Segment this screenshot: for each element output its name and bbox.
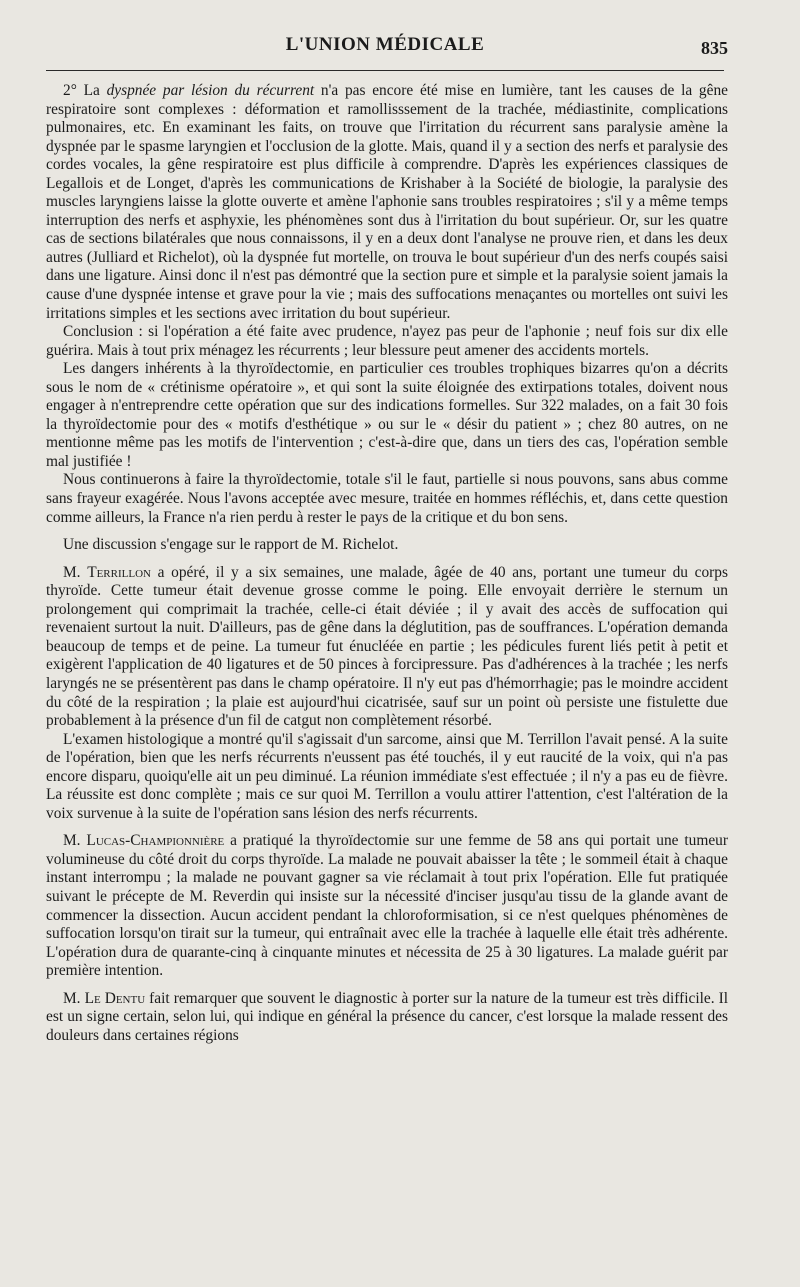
paragraph-text: n'a pas encore été mise en lumière, tant les causes de la gêne respiratoire sont complexes : déformation et ramollisssement de la trachée, médiastinite, complications pulmonaires, etc. En examinant les faits, on trouve que l'irritation du récurrent sans paralysie amène la dyspnée par le spasme laryngien et l'occlusion de la glotte. Mais, quand il y a section des nerfs et paralysie des cordes vocales, la gêne respiratoire est plus difficile à comprendre. D'après les expériences classiques de Legallois et de Longet, d'après les communications de Krishaber à la Société de biologie, la paralysie des muscles laryngiens laisse la glotte ouverte et amène l'aphonie sans troubles respiratoires ; s'il y a même temps interruption des nerfs et asphyxie, les phénomènes sont dus à l'irritation du bout supérieur. Or, sur les quatre cas de sections bilatérales que nous connaissons, il y en a deux dont l'analyse ne prouve rien, et dans les deux autres (Julliard et Richelot), où la dyspnée fut mortelle, on trouva le bout supérieur d'un des nerfs coupés saisi dans une ligature. Ainsi donc il n'est pas démontré que la section pure et simple et la paralysie soient jamais la cause d'une dyspnée intense et grave pour la vie ; mais des suffocations menaçantes ou mortelles ont suivi les irritations simples et les sections avec irritation du bout supérieur. xyxy=(46,82,728,322)
paragraph-text: a pratiqué la thyroïdectomie sur une femme de 58 ans qui portait une tumeur volumineuse du côté droit du corps thyroïde. La malade ne pouvait abaisser la tête ; le sommeil était à chaque instant interrompu ; la malade ne pouvant gagner sa vie réclamait à tout prix l'opération. Elle fut pratiquée suivant le précepte de M. Reverdin qui insiste sur la nécessité d'inciser jusqu'au tissu de la glande avant de commencer la dissection. Aucun accident pendant la chloroformisation, si ce n'est quelques phénomènes de suffocation lorsqu'on tirait sur la tumeur, qui entraînait avec elle la trachée à laquelle elle était très adhérente. L'opération dura de quarante-cinq à cinquante minutes et nécessita de 25 à 30 ligatures. La malade guérit par première intention. xyxy=(46,832,728,980)
paragraph-lead: 2° La xyxy=(63,82,107,99)
paragraph-conclusion: Conclusion : si l'opération a été faite avec prudence, n'ayez pas peur de l'aphonie ; neuf fois sur dix elle guérira. Mais à tout prix ménagez les récurrents ; leur blessure peut amener des accidents mortels. xyxy=(46,323,728,359)
speaker-name: Lucas-Championnière xyxy=(86,832,225,850)
paragraph-lucas-championniere xyxy=(46,832,728,980)
paragraph-terrillon xyxy=(46,564,728,731)
paragraph-lead: M. xyxy=(63,563,88,581)
paragraph-continuation: Nous continuerons à faire la thyroïdectomie, totale s'il le faut, partielle si nous pouvons, sans abus comme sans frayeur exagérée. Nous l'avons acceptée avec mesure, traitée en hommes réfléchis, et, dans cette question comme ailleurs, la France n'a rien perdu à rester le pays de la critique et du bon sens. xyxy=(46,471,728,526)
page-header xyxy=(46,30,728,71)
paragraph-text: a opéré, il y a six semaines, une malade, âgée de 40 ans, portant une tumeur du corps thyroïde. Cette tumeur était devenue grosse comme le poing. Elle envoyait derrière le sternum un prolongement qui comprimait la trachée, celle-ci était déviée ; il y avait des accès de suffocation qui revenaient surtout la nuit. D'ailleurs, pas de gêne dans la déglutition, pas de souffrances. L'opération demanda beaucoup de temps et de peine. La tumeur fut énucléée en partie ; les pédicules furent liés petit à petit et exigèrent l'application de 40 ligatures et de 50 pinces à forcipressure. Pas d'adhérences à la trachée ; les nerfs laryngés ne se présentèrent pas dans le champ opératoire. Il n'y eut pas d'hémorrhagie; pas le moindre accident du côté de la respiration ; la plaie est aujourd'hui cicatrisée, sauf sur un point où persiste une fistulette due probablement à la présence d'un fil de catgut non complètement résorbé. xyxy=(46,563,728,730)
running-title: L'UNION MÉDICALE xyxy=(285,34,485,55)
italic-term: dyspnée par lésion du récurrent xyxy=(106,82,315,99)
paragraph-lead: M. xyxy=(63,832,87,850)
article-body xyxy=(46,82,728,1045)
paragraph-lead: M. xyxy=(63,989,85,1007)
paragraph-le-dentu xyxy=(46,990,728,1046)
paragraph-text: fait remarquer que souvent le diagnostic à porter sur la nature de la tumeur est très difficile. Il est un signe certain, selon lui, qui indique en général la présence du cancer, c'est lorsque la malade ressent des douleurs dans certaines régions xyxy=(46,989,728,1044)
paragraph-dangers: Les dangers inhérents à la thyroïdectomie, en particulier ces troubles trophiques bizarres qu'on a décrits sous le nom de « crétinisme opératoire », et qui sont la suite éloignée des extirpations totales, doivent nous engager à n'entreprendre cette opération que sur des indications formelles. Sur 322 malades, on a fait 30 fois la thyroïdectomie pour des « motifs d'esthétique » ou sur le « désir du patient » ; chez 80 autres, on ne mentionne même pas les motifs de l'intervention ; c'est-à-dire que, dans un tiers des cas, l'opération semble mal justifiée ! xyxy=(46,360,728,470)
paragraph-dyspnee xyxy=(46,82,728,323)
page-number: 835 xyxy=(701,38,728,58)
paragraph-discussion: Une discussion s'engage sur le rapport de M. Richelot. xyxy=(63,536,399,554)
paragraph-histology: L'examen histologique a montré qu'il s'agissait d'un sarcome, ainsi que M. Terrillon l'avait pensé. A la suite de l'opération, bien que les nerfs récurrents n'eussent pas été touchés, il y eut raucité de la voix, qui n'a pas encore disparu, quoiqu'elle ait un peu diminué. La réunion immédiate s'est effectuée ; il n'y a pas eu de fièvre. La réussite est donc complète ; mais ce sur quoi M. Terrillon a voulu attirer l'attention, c'est l'altération de la voix survenue à la suite de l'opération sans lésion des nerfs récurrents. xyxy=(46,730,728,822)
speaker-name: Le Dentu xyxy=(84,989,146,1007)
speaker-name: Terrillon xyxy=(87,563,151,581)
